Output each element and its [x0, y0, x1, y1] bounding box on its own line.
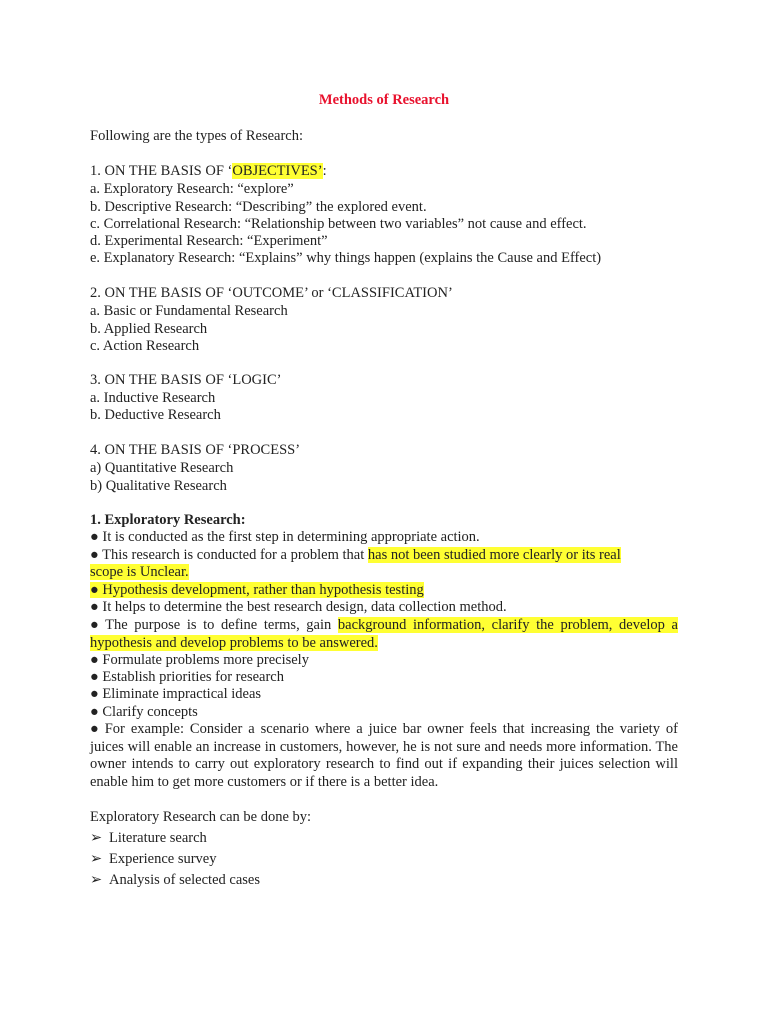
list-item: b. Applied Research — [90, 321, 208, 337]
bullet-highlight: scope is Unclear. — [90, 564, 189, 580]
section-4-heading: 4. ON THE BASIS OF ‘PROCESS’ — [90, 442, 301, 458]
bullet-icon: ● — [90, 582, 99, 598]
section-1-heading-text: 1. ON THE BASIS OF ‘ — [90, 163, 233, 179]
list-item: c. Action Research — [90, 338, 200, 354]
bullet-text: Clarify concepts — [102, 704, 198, 720]
bullet-text: For example: Consider a scenario where a juice bar owner feels that increasing the variety of juices will enable an increase in customers, however, he is not sure and needs more information. The owner intends to carry out exploratory research to find out if expanding their juices selection will enable him to get more customers or if there is a better idea. — [90, 721, 678, 790]
bullet-text: It helps to determine the best research design, data collection method. — [102, 599, 507, 615]
section-1-heading-highlight: OBJECTIVES’ — [232, 163, 323, 179]
bullet-item — [90, 721, 678, 791]
bullet-text: It is conducted as the first step in determining appropriate action. — [102, 529, 480, 545]
bullet-text: The purpose is to define terms, gain — [105, 617, 338, 633]
bullet-item — [90, 704, 198, 722]
bullet-item — [90, 686, 261, 704]
bullet-icon: ● — [90, 617, 99, 633]
bullet-item — [90, 617, 678, 652]
bullet-item — [90, 652, 309, 670]
arrow-list-text: Literature search — [109, 830, 207, 846]
list-item: a) Quantitative Research — [90, 460, 234, 476]
arrow-list-text: Experience survey — [109, 851, 217, 867]
arrow-list-item — [90, 830, 207, 848]
bullet-highlight: Hypothesis development, rather than hypothesis testing — [102, 582, 424, 598]
section-2-heading: 2. ON THE BASIS OF ‘OUTCOME’ or ‘CLASSIFICATION’ — [90, 285, 453, 301]
section-1-heading — [90, 163, 327, 181]
bullet-item — [90, 582, 424, 600]
bullet-continuation — [90, 564, 189, 582]
list-item: b. Deductive Research — [90, 407, 221, 423]
list-item: e. Explanatory Research: “Explains” why things happen (explains the Cause and Effect) — [90, 250, 602, 266]
bullet-text: Formulate problems more precisely — [102, 652, 309, 668]
bullet-icon: ● — [90, 652, 99, 668]
bullet-icon: ● — [90, 721, 99, 737]
bullet-item — [90, 547, 621, 565]
bullet-text: Establish priorities for research — [102, 669, 284, 685]
bullet-icon: ● — [90, 669, 99, 685]
bullet-text: This research is conducted for a problem that — [102, 547, 368, 563]
section-3-heading: 3. ON THE BASIS OF ‘LOGIC’ — [90, 372, 282, 388]
bullet-item — [90, 599, 507, 617]
page-title: Methods of Research — [318, 92, 450, 108]
list-item: a. Basic or Fundamental Research — [90, 303, 288, 319]
arrow-icon: ➢ — [90, 872, 103, 888]
bullet-item — [90, 669, 284, 687]
arrow-list-item — [90, 872, 260, 890]
intro-text: Following are the types of Research: — [90, 128, 304, 144]
bullet-highlight: has not been studied more clearly or its real — [367, 547, 621, 563]
list-item: d. Experimental Research: “Experiment” — [90, 233, 328, 249]
bullet-icon: ● — [90, 529, 99, 545]
section-1-heading-colon: : — [322, 163, 327, 179]
arrow-list-text: Analysis of selected cases — [109, 872, 260, 888]
exploratory-heading: 1. Exploratory Research: — [90, 512, 246, 528]
bullet-text: Eliminate impractical ideas — [102, 686, 262, 702]
bullet-icon: ● — [90, 704, 99, 720]
list-item: a. Inductive Research — [90, 390, 216, 406]
list-item: c. Correlational Research: “Relationship between two variables” not cause and effect. — [90, 216, 587, 232]
arrow-icon: ➢ — [90, 851, 103, 867]
list-item: a. Exploratory Research: “explore” — [90, 181, 294, 197]
bullet-item — [90, 529, 480, 547]
bullet-icon: ● — [90, 599, 99, 615]
list-item: b) Qualitative Research — [90, 478, 227, 494]
list-item: b. Descriptive Research: “Describing” the explored event. — [90, 199, 427, 215]
arrow-list-item — [90, 851, 217, 869]
bullet-icon: ● — [90, 686, 99, 702]
methods-heading: Exploratory Research can be done by: — [90, 809, 312, 825]
bullet-icon: ● — [90, 547, 99, 563]
arrow-icon: ➢ — [90, 830, 103, 846]
bullet-highlight: background information, clarify the problem, develop a hypothesis and develop problems to be answered. — [90, 617, 678, 651]
